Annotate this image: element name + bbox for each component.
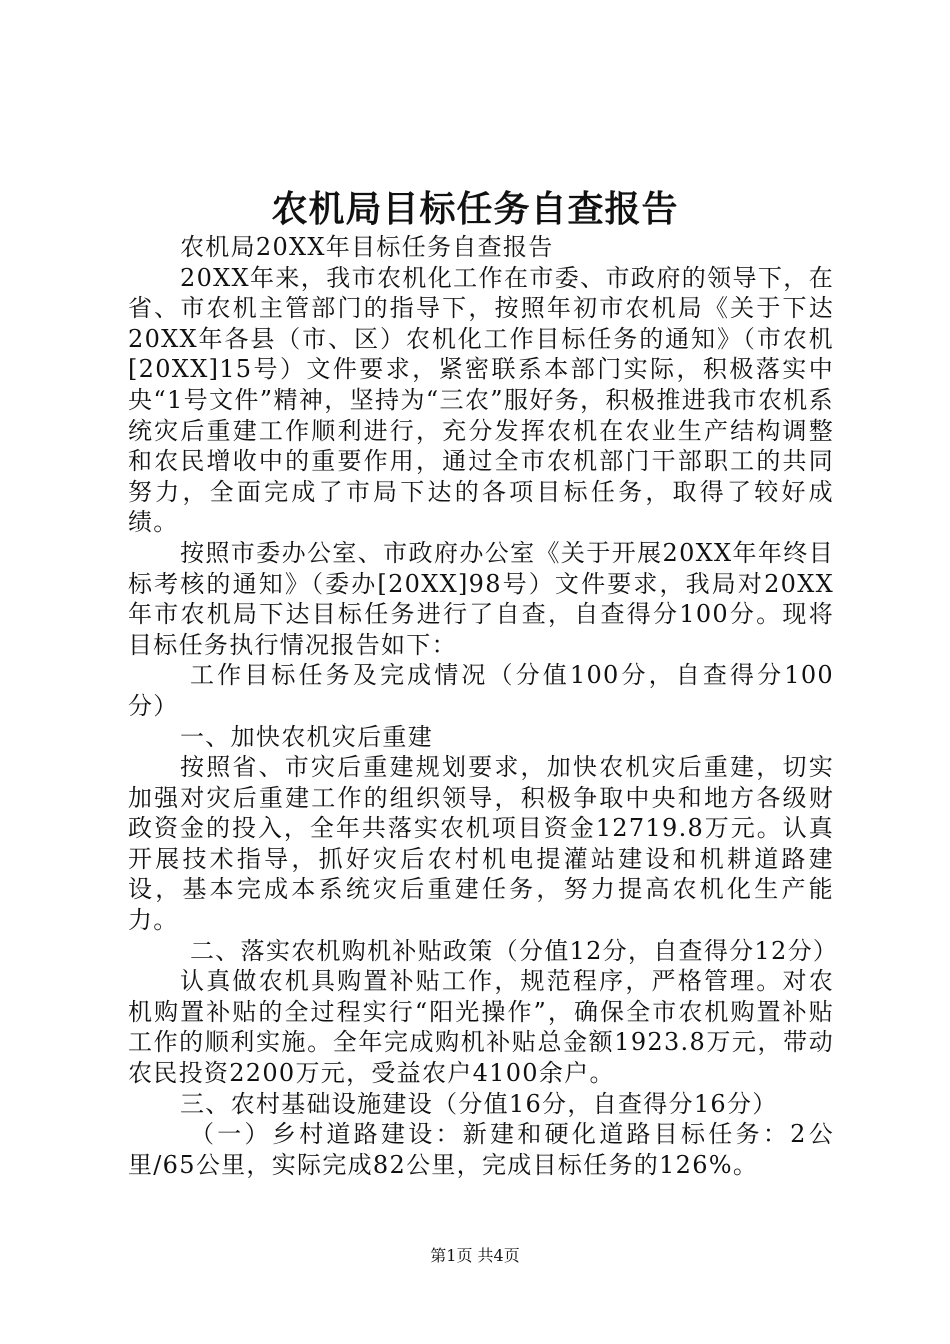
paragraph-section-1: 按照省、市灾后重建规划要求，加快农机灾后重建，切实加强对灾后重建工作的组织领导，积极争取中央和地方各级财政资金的投入，全年共落实农机项目资金12719.8万元。认真开展技术指导，抓好灾后农村机电提灌站建设和机耕道路建设，基本完成本系统灾后重建任务，努力提高农机化生产能力。 bbox=[128, 753, 834, 935]
paragraph-intro: 20XX年来，我市农机化工作在市委、市政府的领导下，在省、市农机主管部门的指导下，按照年初市农机局《关于下达20XX年各县（市、区）农机化工作目标任务的通知》（市农机[20XX]15号）文件要求，紧密联系本部门实际，积极落实中央“1号文件”精神，坚持为“三农”服好务，积极推进我市农机系统灾后重建工作顺利进行，充分发挥农机在农业生产结构调整和农民增收中的重要作用，通过全市农机部门干部职工的共同努力，全面完成了市局下达的各项目标任务，取得了较好成绩。 bbox=[128, 263, 834, 537]
section-heading-overview: 工作目标任务及完成情况（分值100分，自查得分100分） bbox=[128, 661, 834, 720]
document-body bbox=[128, 232, 839, 1180]
section-heading-2: 二、落实农机购机补贴政策（分值12分，自查得分12分） bbox=[190, 936, 839, 965]
section-heading-3: 三、农村基础设施建设（分值16分，自查得分16分） bbox=[180, 1089, 778, 1118]
paragraph-basis: 按照市委办公室、市政府办公室《关于开展20XX年年终目标考核的通知》（委办[20XX]98号）文件要求，我局对20XX年市农机局下达目标任务进行了自查，自查得分100分。现将目标任务执行情况报告如下： bbox=[128, 538, 834, 659]
paragraph-section-2: 认真做农机具购置补贴工作，规范程序，严格管理。对农机购置补贴的全过程实行“阳光操作”，确保全市农机购置补贴工作的顺利实施。全年完成购机补贴总金额1923.8万元，带动农民投资2200万元，受益农户4100余户。 bbox=[128, 967, 834, 1088]
report-subtitle: 农机局20XX年目标任务自查报告 bbox=[180, 233, 554, 261]
section-heading-1: 一、加快农机灾后重建 bbox=[180, 722, 433, 751]
page-footer: 第1页 共4页 bbox=[430, 1246, 520, 1265]
paragraph-section-3-1: （一）乡村道路建设：新建和硬化道路目标任务：2公里/65公里，实际完成82公里，完成目标任务的126%。 bbox=[128, 1120, 834, 1179]
page-title: 农机局目标任务自查报告 bbox=[271, 188, 679, 230]
